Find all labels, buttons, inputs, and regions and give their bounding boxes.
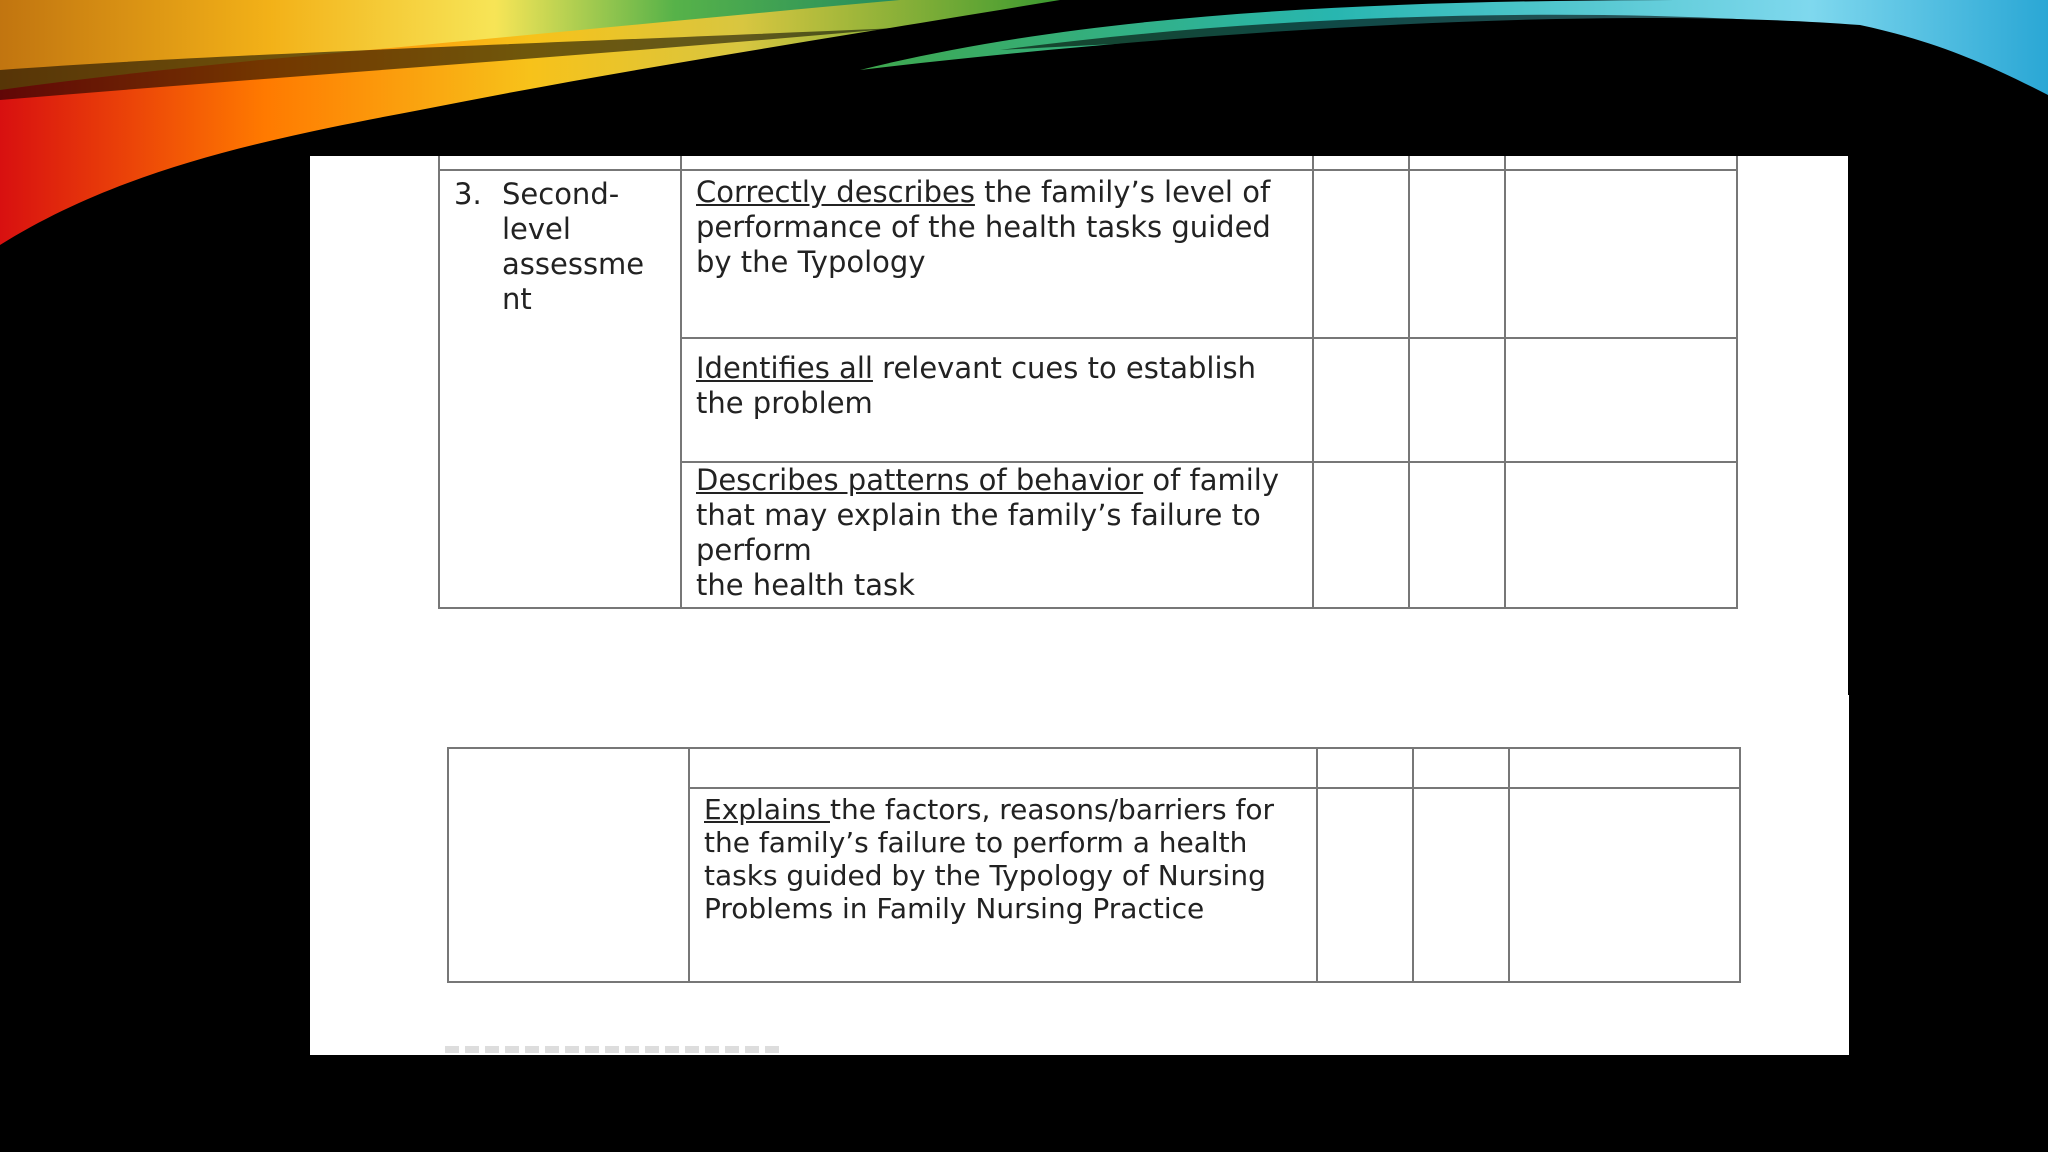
remarks-cell (1505, 170, 1737, 338)
rating-cell (1317, 788, 1413, 982)
indicator-text-continued: the health task (696, 568, 915, 602)
remarks-cell (1505, 338, 1737, 462)
rating-cell (1409, 338, 1505, 462)
table-row (448, 748, 1740, 788)
criterion-cell (439, 170, 681, 608)
evaluation-table-bottom (447, 747, 1741, 983)
page-edge (1846, 695, 1849, 1055)
indicator-text: the factors, reasons/barriers for the family’s failure to perform a health tasks guided by the Typology of Nursing Problems in Family Nursing Practice (704, 793, 1275, 925)
table-row (439, 156, 1737, 170)
remarks-cell (1509, 788, 1740, 982)
rating-cell (1313, 462, 1409, 608)
table-row (439, 170, 1737, 338)
rating-cell (1409, 462, 1505, 608)
indicator-cell (689, 788, 1317, 982)
criterion-number: 3. (454, 177, 482, 211)
document-page (310, 156, 1848, 1055)
indicator-keyword: Correctly describes (696, 175, 975, 209)
indicator-keyword: Describes patterns of behavior (696, 463, 1144, 497)
indicator-cell (681, 462, 1313, 608)
indicator-keyword: Explains (704, 793, 830, 826)
rating-cell (1413, 788, 1509, 982)
indicator-text: of family that may explain the family’s failure to perform (696, 463, 1280, 567)
indicator-cell (681, 338, 1313, 462)
indicator-keyword: Identifies all (696, 351, 873, 385)
indicator-text: relevant cues to establish the problem (696, 351, 1257, 420)
evaluation-table-top (438, 156, 1738, 609)
rating-cell (1409, 170, 1505, 338)
indicator-cell (681, 170, 1313, 338)
indicator-text: the family’s level of performance of the health tasks guided by the Typology (696, 175, 1271, 279)
remarks-cell (1505, 462, 1737, 608)
cropped-footer-text (445, 1046, 785, 1053)
rating-cell (1313, 170, 1409, 338)
criterion-cell (448, 748, 689, 982)
criterion-label: Second- level assessme nt (502, 177, 645, 316)
rating-cell (1313, 338, 1409, 462)
